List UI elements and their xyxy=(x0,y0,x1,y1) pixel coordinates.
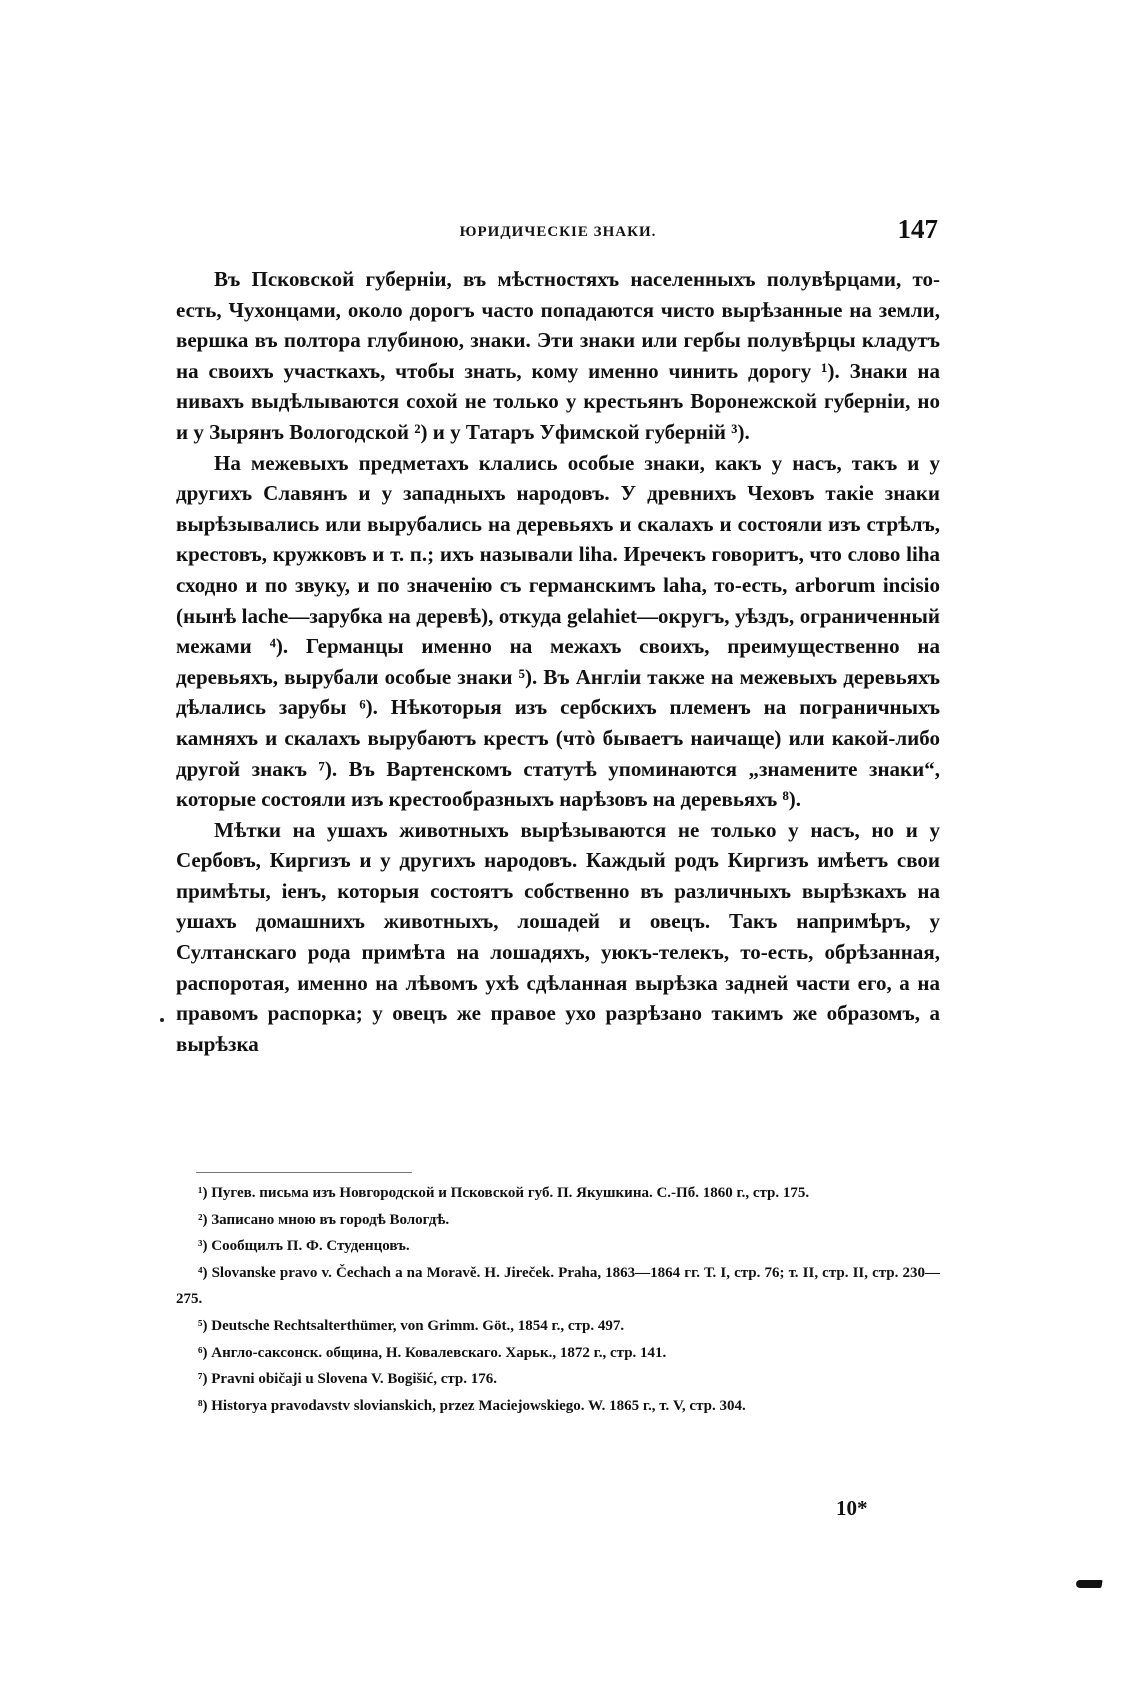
footnote-7: ⁷) Pravni običaji u Slovena V. Bogišić, стр. 176. xyxy=(198,1371,498,1388)
paragraph-3: Мѣтки на ушахъ животныхъ вырѣзываются не только у насъ, но и у Сербовъ, Киргизъ и у другихъ народовъ. Каждый родъ Киргизъ имѣетъ свои примѣты, іенъ, которыя состоятъ собственно въ различныхъ вырѣзкахъ на ушахъ домашнихъ животныхъ, лошадей и овецъ. Такъ напримѣръ, у Султанскаго рода примѣта на лошадяхъ, уюкъ-телекъ, то-есть, обрѣзанная, распоротая, именно на лѣвомъ ухѣ сдѣланная вырѣзка задней части его, а на правомъ распорка; у овецъ же правое ухо разрѣзано такимъ же образомъ, а вырѣзка xyxy=(176,817,940,1056)
paragraph-2: На межевыхъ предметахъ клались особые знаки, какъ у насъ, такъ и у другихъ Славянъ и у западныхъ народовъ. У древнихъ Чеховъ такіе знаки вырѣзывались или вырубались на деревьяхъ и скалахъ и состояли изъ стрѣлъ, крестовъ, кружковъ и т. п.; ихъ называли liha. Иречекъ говоритъ, что слово liha сходно и по звуку, и по значенію съ германскимъ laha, то-есть, arborum incisio (нынѣ lache—зарубка на деревѣ), откуда gelahiet—округъ, уѣздъ, ограниченный межами ⁴). Германцы именно на межахъ своихъ, преимущественно на деревьяхъ, вырубали особые знаки ⁵). Въ Англіи также на межевыхъ деревьяхъ дѣлались зарубы ⁶). Нѣкоторыя изъ сербскихъ племенъ на пограничныхъ камняхъ и скалахъ вырубаютъ крестъ (чтò бываетъ наичаще) или какой-либо другой знакъ ⁷). Въ Вартенскомъ статутѣ упоминаются „знамените знаки“, которые состояли изъ крестообразныхъ нарѣзовъ на деревьяхъ ⁸). xyxy=(176,450,940,812)
printer-signature: 10* xyxy=(836,1496,868,1520)
body-text xyxy=(176,264,940,1059)
paragraph-1: Въ Псковской губерніи, въ мѣстностяхъ населенныхъ полувѣрцами, то-есть, Чухонцами, около дорогъ часто попадаются чисто вырѣзанные на земли, вершка въ полтора глубиною, знаки. Эти знаки или гербы полувѣрцы кладутъ на своихъ участкахъ, чтобы знать, кому именно чинить дорогу ¹). Знаки на нивахъ выдѣлываются сохой не только у крестьянъ Воронежской губерніи, но и у Зырянъ Вологодской ²) и у Татаръ Уфимской губерній ³). xyxy=(176,267,940,444)
margin-ink-mark xyxy=(1075,1580,1102,1588)
running-title: ЮРИДИЧЕСКІЕ ЗНАКИ. xyxy=(459,224,657,240)
footnotes xyxy=(176,1180,940,1419)
footnote-2: ²) Записано мною въ городѣ Вологдѣ. xyxy=(198,1211,450,1228)
footnote-1: ¹) Пугев. письма изъ Новгородской и Псковской губ. П. Якушкина. С.-Пб. 1860 г., стр. 175. xyxy=(198,1185,810,1201)
footnote-4: ⁴) Slovanske pravo v. Čechach a na Moravě. H. Jireček. Praha, 1863—1864 гг. Т. I, стр. 76; т. II, стр. II, стр. 230—275. xyxy=(176,1264,940,1308)
footnote-6: ⁶) Англо-саксонск. община, Н. Ковалевскаго. Харьк., 1872 г., стр. 141. xyxy=(198,1344,667,1361)
footnote-3: ³) Сообщилъ П. Ф. Студенцовъ. xyxy=(198,1238,410,1255)
margin-dot xyxy=(160,1018,164,1022)
footnote-8: ⁸) Historya pravodavstv slovianskich, przez Maciejowskiego. W. 1865 г., т. V, стр. 304. xyxy=(198,1397,746,1414)
page-number: 147 xyxy=(897,214,938,244)
page-header xyxy=(178,214,938,254)
footnote-5: ⁵) Deutsche Rechtsalterthümer, von Grimm. Göt., 1854 г., стр. 497. xyxy=(198,1317,625,1334)
footnote-divider xyxy=(196,1172,412,1173)
